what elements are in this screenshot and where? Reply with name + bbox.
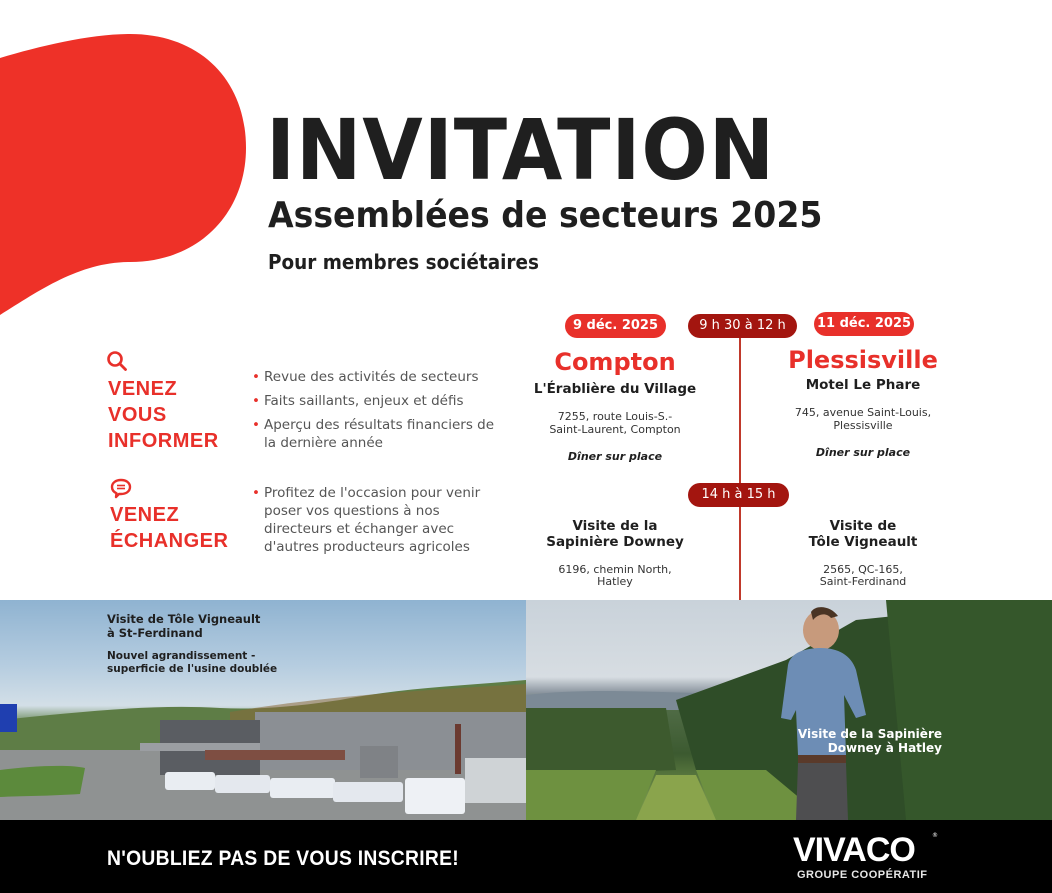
heading-line: VENEZ <box>108 378 178 400</box>
bullet-item: • Revue des activités de secteurs <box>252 368 502 386</box>
visit-tole-vigneault <box>763 518 963 588</box>
address-line: 2565, QC-165, <box>823 563 903 576</box>
red-blob-decoration <box>0 0 260 330</box>
audience-tagline: Pour membres sociétaires <box>268 250 539 274</box>
caption-line: Visite de la Sapinière <box>797 727 942 741</box>
bullet-item: • Aperçu des résultats financiers de la dernière année <box>252 416 502 452</box>
caption-line: à St-Ferdinand <box>107 626 203 640</box>
photo-sapiniere-downey <box>526 600 1052 820</box>
event-compton <box>515 348 715 463</box>
heading-line: INFORMER <box>108 430 219 452</box>
address-line: Saint-Ferdinand <box>819 575 907 588</box>
address-line: 6196, chemin North, <box>558 563 672 576</box>
factory-scene-illustration <box>0 600 526 820</box>
venue-name: Motel Le Phare <box>805 377 921 393</box>
visit-sapiniere <box>515 518 715 588</box>
register-reminder: N'OUBLIEZ PAS DE VOUS INSCRIRE! <box>107 847 460 870</box>
search-icon <box>106 350 128 372</box>
event-plessisville <box>765 346 961 459</box>
date-badge-plessisville: 11 déc. 2025 <box>814 312 914 336</box>
caption-line: superficie de l'usine doublée <box>107 663 278 675</box>
heading-line: VOUS <box>108 404 167 426</box>
caption-line: Nouvel agrandissement - <box>107 650 256 662</box>
caption-line: Visite de Tôle Vigneault <box>107 612 261 626</box>
section-heading-echanger <box>110 502 228 554</box>
time-badge-morning: 9 h 30 à 12 h <box>688 314 797 338</box>
caption-line: Downey à Hatley <box>827 741 942 755</box>
chat-bubble-icon <box>110 478 132 500</box>
section-heading-informer <box>108 376 219 454</box>
heading-line: ÉCHANGER <box>110 530 229 552</box>
informer-bullet-list <box>252 368 502 458</box>
venue-name: L'Érablière du Village <box>533 381 697 397</box>
address-line: 7255, route Louis-S.- <box>557 410 673 423</box>
photo-caption-title <box>107 612 260 640</box>
bullet-item: • Faits saillants, enjeux et défis <box>252 392 502 410</box>
page-subtitle: Assemblées de secteurs 2025 <box>268 195 823 236</box>
visit-address <box>515 564 715 588</box>
visit-title <box>515 518 715 550</box>
visit-title-line: Visite de <box>829 518 897 534</box>
vivaco-logo: VIVACO <box>793 831 915 869</box>
address-line: Saint-Laurent, Compton <box>549 423 681 436</box>
city-name: Plessisville <box>788 346 938 374</box>
time-badge-afternoon: 14 h à 15 h <box>688 483 789 507</box>
visit-title-line: Sapinière Downey <box>546 534 684 550</box>
photo-tole-vigneault-factory <box>0 600 526 820</box>
date-badge-compton: 9 déc. 2025 <box>565 314 666 338</box>
tree-farm-scene-illustration <box>526 600 1052 820</box>
city-name: Compton <box>554 348 676 376</box>
page-title: INVITATION <box>266 101 776 199</box>
heading-line: VENEZ <box>110 504 180 526</box>
visit-address <box>763 564 963 588</box>
venue-address <box>515 410 715 436</box>
address-line: Plessisville <box>833 419 893 432</box>
venue-address <box>765 406 961 432</box>
echanger-bullet-list <box>252 484 497 562</box>
timeline-divider <box>739 330 741 600</box>
meal-note: Dîner sur place <box>815 446 911 459</box>
visit-title <box>763 518 963 550</box>
meal-note: Dîner sur place <box>567 450 663 463</box>
bullet-item: • Profitez de l'occasion pour venir poser vos questions à nos directeurs et échanger avec d'autres producteurs agricoles <box>252 484 497 556</box>
photo-caption <box>756 727 942 755</box>
visit-title-line: Visite de la <box>572 518 658 534</box>
vivaco-logo-subtitle: GROUPE COOPÉRATIF <box>797 869 928 881</box>
address-line: Hatley <box>597 575 633 588</box>
photo-caption-body <box>107 650 277 676</box>
visit-title-line: Tôle Vigneault <box>808 534 918 550</box>
registered-mark: ® <box>932 832 938 839</box>
address-line: 745, avenue Saint-Louis, <box>794 406 932 419</box>
footer-bar <box>0 820 1052 893</box>
